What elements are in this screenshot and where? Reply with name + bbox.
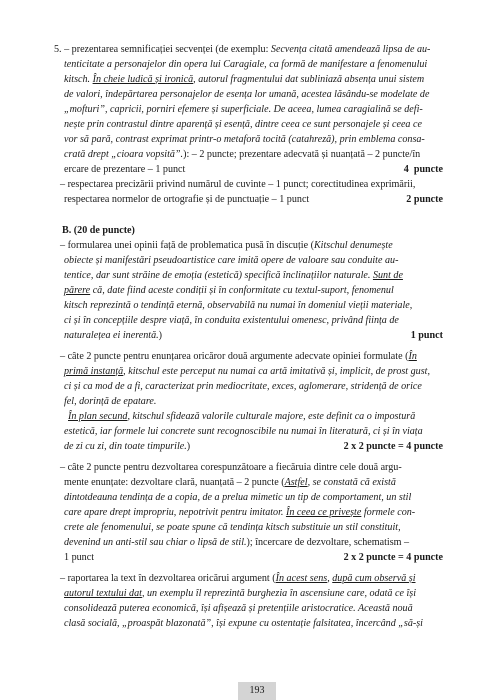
- text-run: În ceea ce privește: [285, 507, 362, 518]
- text-run: că, date fiind aceste condiții și în conformitate cu textul-suport, fenomenul: [90, 285, 394, 296]
- text-line: [64, 425, 423, 438]
- text-run: dintotdeauna tendința de a copia, de a prelua mimetic un tip de comportament, un stil: [64, 492, 412, 503]
- text-line: [64, 602, 413, 615]
- text-line: [62, 224, 135, 237]
- text-run: ercare de prezentare – 1 punct: [64, 164, 186, 175]
- text-line: [64, 587, 416, 600]
- text-line: [64, 284, 394, 297]
- text-line: [64, 329, 162, 342]
- text-run: tentice, dar sunt străine de emoția (estetică) specifică înclinațiilor naturale.: [64, 270, 373, 281]
- text-line: [64, 440, 190, 453]
- text-run: nește prin contrastul dintre aparență și esență, dintre ceea ce sunt personajele și ceea ce: [64, 119, 422, 130]
- text-run: În plan secund: [68, 411, 128, 422]
- points-score: 1 punct: [410, 330, 443, 341]
- text-run: B. (20 de puncte): [62, 225, 135, 236]
- points-score: 4 puncte: [403, 164, 443, 175]
- text-line: [60, 178, 415, 191]
- text-run: – câte 2 puncte pentru dezvoltarea corespunzătoare a fiecăruia dintre cele două argu-: [60, 462, 402, 473]
- text-run: Kitschul denumește: [313, 240, 393, 251]
- text-run: ,: [327, 573, 333, 584]
- text-run: primă instanță: [64, 366, 124, 377]
- text-run: – raportarea la text în dezvoltarea oricărui argument (: [60, 573, 276, 584]
- text-run: În cheie ludică și ironică: [92, 74, 194, 85]
- text-run: tenticitate a personajelor din opera lui Caragiale, ca formă de manifestare a fenomenului: [64, 59, 428, 70]
- text-line: [64, 88, 429, 101]
- page-number: 193: [249, 685, 265, 696]
- text-run: „mofturi”, capricii, porniri efemere și superficiale. De aceea, lumea caragialină se defi-: [64, 104, 423, 115]
- text-line: [60, 239, 393, 252]
- text-run: , un exemplu îl reprezintă burghezia în ascensiune care, odată ce își: [141, 588, 417, 599]
- text-line: [64, 551, 94, 564]
- text-line: [54, 43, 430, 56]
- text-run: Secvența citată amendează lipsa de au-: [270, 44, 431, 55]
- text-run: obiecte și manifestări pseudoartistice care imită opere de valoare sau conduite au-: [64, 255, 399, 266]
- text-run: care apare drept impropriu, nepotrivit pentru imitator.: [64, 507, 286, 518]
- text-run: ): – 2 puncte; prezentare adecvată și nuanțată – 2 puncte/în: [183, 149, 421, 160]
- text-run: de zi cu zi, din toate timpurile.: [64, 441, 187, 452]
- text-run: , kitschul este perceput nu numai ca artă imitativă și, implicit, de prost gust,: [123, 366, 430, 377]
- text-line: [64, 380, 422, 393]
- text-line: [64, 506, 415, 519]
- text-run: Sunt de: [372, 270, 403, 281]
- text-line: [64, 476, 396, 489]
- points-score: 2 x 2 puncte = 4 puncte: [343, 441, 443, 452]
- text-line: [64, 299, 412, 312]
- page-number-box: [238, 682, 276, 700]
- text-run: părere: [64, 285, 91, 296]
- text-line: [64, 254, 398, 267]
- text-run: kitsch.: [64, 74, 93, 85]
- text-run: fel, dorință de epatare.: [64, 396, 157, 407]
- text-line: [64, 118, 422, 131]
- text-run: , kitschul sfidează valorile culturale majore, este definit ca o impostură: [127, 411, 416, 422]
- text-line: [64, 617, 423, 630]
- text-run: clasă socială, „proaspăt blazonată”, își expune cu ostentație falsitatea, încercând „să-și: [64, 618, 423, 629]
- points-score: 2 x 2 puncte = 4 puncte: [343, 552, 443, 563]
- text-run: crete ale fenomenului, se poate spune că tendința kitsch substituie un stil constituit,: [64, 522, 401, 533]
- text-run: ): [186, 441, 191, 452]
- text-line: [60, 572, 416, 585]
- text-run: crată drept „cioara vopsită”.: [64, 149, 184, 160]
- text-run: mente enunțate: dezvoltare clară, nuanțată – 2 puncte (: [64, 477, 285, 488]
- text-run: respectarea normelor de ortografie și de punctuație – 1 punct: [64, 194, 310, 205]
- text-run: ); încercare de dezvoltare, schematism –: [246, 537, 410, 548]
- text-line: [60, 350, 417, 363]
- text-line: [64, 395, 156, 408]
- text-line: [64, 365, 430, 378]
- text-line: [64, 133, 425, 146]
- text-line: [68, 410, 415, 423]
- text-line: [64, 536, 409, 549]
- text-run: 5. – prezentarea semnificației secvenței (de exemplu:: [54, 44, 271, 55]
- text-run: kitsch reprezintă o tendință eternă, observabilă nu numai în domeniul vieții materiale,: [64, 300, 413, 311]
- text-run: , se constată că există: [307, 477, 396, 488]
- text-line: [64, 491, 411, 504]
- text-line: [64, 269, 403, 282]
- text-run: În: [408, 351, 417, 362]
- text-line: [64, 103, 423, 116]
- text-line: [64, 163, 185, 176]
- text-line: [64, 521, 401, 534]
- text-run: 1 punct: [64, 552, 94, 563]
- text-run: ): [158, 330, 163, 341]
- text-run: În acest sens: [275, 573, 328, 584]
- text-run: – respectarea precizării privind numărul de cuvinte – 1 punct; corectitudinea exprimării,: [60, 179, 416, 190]
- text-run: – formularea unei opinii față de problematica pusă în discuție (: [60, 240, 314, 251]
- text-run: – câte 2 puncte pentru enunțarea oricăror două argumente adecvate opiniei formulate (: [60, 351, 409, 362]
- text-line: [64, 314, 399, 327]
- text-run: autorul textului dat: [64, 588, 142, 599]
- text-run: vor să pară, contrast exprimat printr-o metaforă tocită (catahreză), prin emblema consa-: [64, 134, 425, 145]
- text-line: [64, 73, 424, 86]
- text-line: [64, 58, 427, 71]
- text-run: naturalețea ei inerentă.: [64, 330, 159, 341]
- text-run: ci și ca mod de a fi, caracterizat prin mediocritate, exces, aglomerare, stridență de orice: [64, 381, 422, 392]
- text-run: după cum observă și: [332, 573, 416, 584]
- text-run: formele con-: [361, 507, 416, 518]
- points-score: 2 puncte: [406, 194, 443, 205]
- text-run: devenind un anti-stil sau chiar o lipsă de stil.: [64, 537, 247, 548]
- text-line: [60, 461, 402, 474]
- text-run: Astfel: [284, 477, 308, 488]
- text-line: [64, 193, 309, 206]
- text-run: consolidează puterea economică, își afișează și pretențiile aristocratice. Această nouă: [64, 603, 413, 614]
- text-run: estetică, iar formele lui concrete sunt recognoscibile nu numai în literatură, ci și în viața: [64, 426, 423, 437]
- text-run: , autorul fragmentului dat subliniază absența unui sistem: [193, 74, 425, 85]
- text-run: ci și în concepțiile despre viață, în conduita existentului omenesc, privând ființa de: [64, 315, 399, 326]
- text-line: [64, 148, 420, 161]
- text-run: de valori, îndepărtarea personajelor de esența lor umană, acestea lăsându-se modelate de: [64, 89, 430, 100]
